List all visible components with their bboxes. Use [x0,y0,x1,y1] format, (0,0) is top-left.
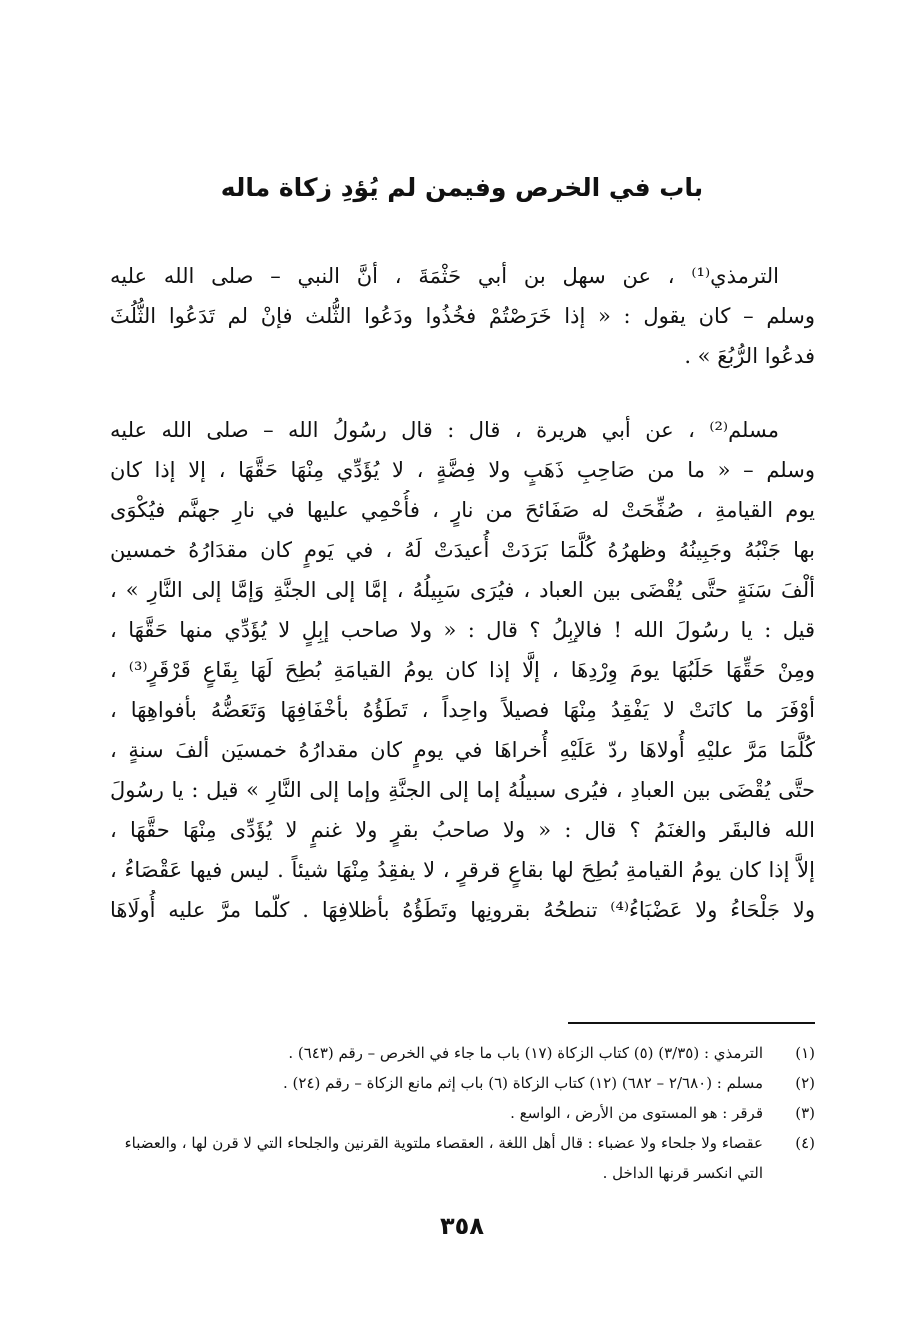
text-line: حتَّى يُقْضَى بين العبادِ ، فيُرى سبيلُهُ إما إلى الجنَّةِ وإما إلى النَّارِ » قيل : يا رسُولَ [110,778,815,802]
text-line: ألْفَ سَنَةٍ حتَّى يُقْضَى بين العباد ، فيُرَى سَبِيلُهُ ، إمَّا إلى الجنَّةِ وَإمَّا إلى النَّارِ » ، [110,578,815,602]
text-line: يوم القيامةِ ، صُفِّحَتْ له صَفَائحَ من نارٍ ، فأُحْمِي عليها في نارِ جهنَّم فيُكْوَى [110,498,815,522]
footnote-number: (٢) [795,1074,815,1092]
footnote-text: عقصاء ولا جلحاء ولا عضباء : قال أهل اللغة ، العقصاء ملتوية القرنين والجلحاء التي لا قرن لها ، والعضباء التي انكسر قرنها الداخل . [124,1134,763,1182]
text-line: وسلم – « ما من صَاحِبِ ذَهَبٍ ولا فِضَّةٍ ، لا يُؤَدِّي مِنْهَا حَقَّهَا ، إلا إذا كان [110,458,815,482]
text-line: قيل : يا رسُولَ الله ! فالإبِلُ ؟ قال : « ولا صاحب إبِلٍ لا يُؤَدِّي منها حَقَّهَا ، [110,618,815,642]
paragraph-tirmidhi [110,256,815,376]
footnote-1 [110,1038,815,1068]
footnote-separator [568,1022,815,1024]
text-line: ومِنْ حَقِّهَا حَلَبُهَا يومَ وِرْدِهَا ، إلَّا إذا كان يومُ القيامَةِ بُطِحَ لَهَا بِقَاعٍ قَرْقَرٍ⁽³⁾ ، [110,658,815,682]
footnote-4 [110,1128,815,1188]
paragraph-muslim [110,410,815,930]
footnote-2 [110,1068,815,1098]
page-number: ٣٥٨ [440,1212,484,1240]
footnote-text: قرقر : هو المستوى من الأرض ، الواسع . [510,1104,763,1122]
text-line: وسلم – كان يقول : « إذا خَرَصْتُمْ فخُذُوا ودَعُوا الثُّلث فإنْ لم تَدَعُوا الثُّلُثَ [110,304,815,328]
footnote-number: (٣) [795,1104,815,1122]
footnote-text: الترمذي : (٣/٣٥) (٥) كتاب الزكاة (١٧) باب ما جاء في الخرص – رقم (٦٤٣) . [288,1044,763,1062]
footnote-text: مسلم : (٢/٦٨٠ – ٦٨٢) (١٢) كتاب الزكاة (٦) باب إثم مانع الزكاة – رقم (٢٤) . [283,1074,763,1092]
text-line: إلاَّ إذا كان يومُ القيامةِ بُطِحَ لها بقاعٍ قرقرٍ ، لا يفقِدُ مِنْهَا شيئاً . ليس فيها عَقْصَاءُ ، [110,858,815,882]
text-line: الله فالبقَر والغنَمُ ؟ قال : « ولا صاحبُ بقرٍ ولا غنمٍ لا يُؤَدِّى مِنْهَا حقَّهَا ، [110,818,815,842]
chapter-title: باب في الخرص وفيمن لم يُؤدِ زكاة ماله [220,173,704,202]
text-line: بها جَنْبُهُ وجَبِينُهُ وظهرُهُ كُلَّمَا بَرَدَتْ أُعيدَتْ لَهُ ، في يَومٍ كان مقدَارُهُ خمسين [110,538,815,562]
text-line: مسلم⁽²⁾ ، عن أبي هريرة ، قال : قال رسُولُ الله – صلى الله عليه [110,418,779,442]
footnotes [110,1038,815,1188]
footnote-number: (١) [795,1044,815,1062]
text-line: أوْفَرَ ما كانَتْ لا يَفْقِدُ مِنْهَا فصيلاً واحِداً ، تَطَؤُهُ بأخْفَافِهَا وَتَعَضُّهُ بأفواهِهَا ، [110,698,815,722]
text-line: ولا جَلْحَاءُ ولا عَضْبَاءُ⁽⁴⁾ تنطحُهُ بقرونِها وتَطَؤُهُ بأظلافِهَا . كلّما مرَّ عليه أُولَاهَا [110,898,815,922]
text-line: الترمذي⁽¹⁾ ، عن سهل بن أبي حَثْمَةَ ، أنَّ النبي – صلى الله عليه [110,264,779,288]
text-line: فدعُوا الرُّبُعَ » . [684,344,815,368]
footnote-number: (٤) [795,1134,815,1152]
footnote-3 [110,1098,815,1128]
text-line: كُلَّمَا مَرَّ عليْهِ أُولاهَا ردّ عَلَيْهِ أُخراهَا في يومٍ كان مقدارُهُ خمسيَن ألفَ سنةٍ ، [110,738,815,762]
